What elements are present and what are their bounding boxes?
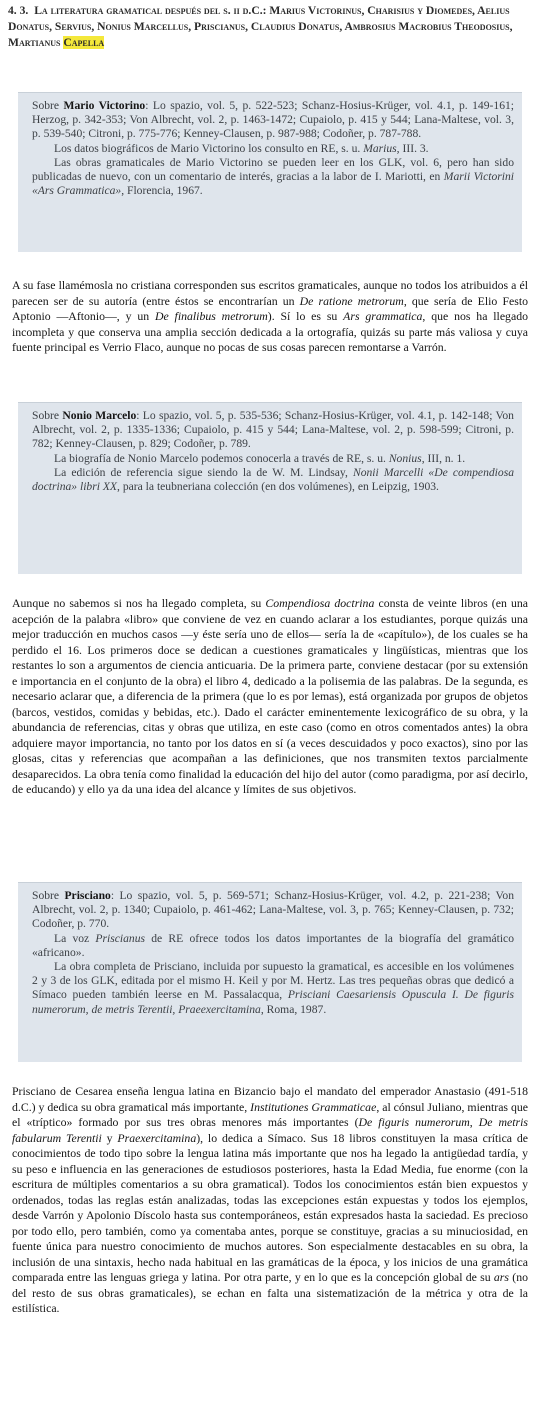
box-paragraph: La biografía de Nonio Marcelo podemos conocerla a través de RE, s. u. Nonius, III, n. 1. (54, 451, 466, 465)
author-name: Mario Victorino (63, 99, 146, 112)
section-number: 4. 3. (8, 4, 29, 17)
box-paragraph: La obra completa de Prisciano, incluida por supuesto la gramatical, es accesible en los volúmenes 2 y 3 de los GLK, editada por el mismo H. Keil y por M. Hertz. Las tres pequeñas obras que dedicó a Símaco pueden también leerse en M. Passalacqua, Prisciani Caesariensis Opuscula I. De figuris numerorum, de metris Terentii, Praeexercitamina, Roma, 1987. (32, 960, 514, 1016)
box-paragraph: Sobre Prisciano: Lo spazio, vol. 5, p. 569-571; Schanz-Hosius-Krüger, vol. 4.2, p. 221-238; Von Albrecht, vol. 2, p. 1340; Cupaiolo, p. 461-462; Lana-Maltese, vol. 3, p. 765; Kenney-Clausen, p. 732; Codoñer, p. 770. (32, 889, 514, 931)
bibliography-box-victorino (18, 92, 522, 252)
box-paragraph: Las obras gramaticales de Mario Victorino se pueden leer en los GLK, vol. 6, pero han sido publicadas de nuevo, con un comentario de interés, gracias a la labor de I. Mariotti, en Marii Victorini «Ars Grammatica», Florencia, 1967. (32, 155, 514, 198)
box-paragraph: Los datos biográficos de Mario Victorino los consulto en RE, s. u. Marius, III. 3. (54, 141, 429, 155)
box-paragraph: Sobre Nonio Marcelo: Lo spazio, vol. 5, p. 535-536; Schanz-Hosius-Krüger, vol. 4.1, p. 142-148; Von Albrecht, vol. 2, p. 1335-1336; Cupaiolo, p. 415 y 544; Lana-Maltese, vol. 2, p. 598-599; Citroni, p. 782; Kenney-Clausen, p. 829; Codoñer, p. 789. (32, 409, 514, 451)
section-title: La literatura gramatical después del s. ii d.C.: Marius Victorinus, Charisius y Diomedes, Aelius Donatus, Servius, Nonius Marcellus, Priscianus, Claudius Donatus, Ambrosius Macrobius Theodosius, Martianus (8, 4, 513, 49)
author-name: Prisciano (64, 889, 111, 902)
box-paragraph: La voz Priscianus de RE ofrece todos los datos importantes de la biografía del gramático «africano». (32, 931, 514, 959)
box-paragraph: Sobre Mario Victorino: Lo spazio, vol. 5, p. 522-523; Schanz-Hosius-Krüger, vol. 4.1, p. 149-161; Herzog, p. 342-353; Von Albrecht, vol. 2, p. 1463-1472; Cupaiolo, p. 415 y 544; Lana-Maltese, vol. 3, p. 539-540; Citroni, p. 775-776; Kenney-Clausen, p. 987-988; Codoñer, p. 787-788. (32, 99, 515, 141)
bibliography-box-prisciano (18, 882, 522, 1062)
body-paragraph-3: Prisciano de Cesarea enseña lengua latina en Bizancio bajo el mandato del emperador Anastasio (491-518 d.C.) y dedica su obra gramatical más importante, Institutiones Grammaticae, al cónsul Juliano, mientras que el «tríptico» formado por sus tres obras menores más importantes (De figuris numerorum, De metris fabularum Terentii y Praexercitamina), lo dedica a Símaco. Sus 18 libros constituyen la masa crítica de conocimientos de todo tipo sobre la lengua latina más importante que nos ha legado la antigüedad tardía, y su peso e influencia en las generaciones de estudiosos posteriores, hasta la Edad Media, fue enorme (con la escritura de múltiples comentarios a su obra gramatical). Todos los conocimientos están bien expuestos y ordenados, todas las reglas están analizadas, todas las excepciones están expuestas y todos los ejemplos, desde Varrón y Apolonio Díscolo hasta sus contemporáneos, están expresados hasta la saciedad. Es precioso por todo ello, pero también, como ya comentaba antes, porque se constituye, gracias a su minuciosidad, en fuente única para nuestro conocimiento de muchos autores. Son especialmente destacables en su obra, la inclusión de una sintaxis, hecho nada habitual en las gramáticas de la época, y los inicios de una gramática comparada entre las lenguas griega y latina. Por otra parte, y en lo que es la concepción global de su ars (no del resto de sus obras gramaticales), se echan en falta una sistematización de la métrica y otra de la estilística. (12, 1084, 529, 1315)
body-paragraph-1: A su fase llamémosla no cristiana corresponden sus escritos gramaticales, aunque no todos los atribuidos a él parecen ser de su autoría (entre éstos se encontrarían un De ratione metrorum, que sería de Elio Festo Aptonio —Aftonio—, y un De finalibus metrorum). Sí lo es su Ars grammatica, que nos ha llegado incompleta y que conserva una amplia sección dedicada a la ortografía, quizás su parte más valiosa y cuya fuente principal es Verrio Flaco, aunque no pocas de sus cosas parecen remontarse a Varrón. (12, 278, 529, 354)
section-heading (8, 3, 526, 51)
bibliography-box-nonio (18, 402, 522, 574)
body-paragraph-2: Aunque no sabemos si nos ha llegado completa, su Compendiosa doctrina consta de veinte libros (en una acepción de la palabra «libro» que conviene de vez en cuando aclarar a los estudiantes, porque quizás una mejor traducción en muchos casos —y éste sería uno de ellos— sería la de «capítulo»), de los cuales se ha perdido el 16. Los primeros doce se dedican a cuestiones gramaticales y lingüísticas, mientras que los restantes lo son a argumentos de ciencia anticuaria. De la primera parte, conviene destacar (por su extensión e importancia en el conjunto de la obra) el libro 4, dedicado a la polisemia de las palabras. De la segunda, es necesario aclarar que, a diferencia de la primera (que lo es por lemas), está organizada por grupos de objetos (barcos, vestidos, comidas y bebidas, etc.). Dado el carácter eminentemente lexicográfico de su obra, y la abundancia de referencias, citas y obras que utiliza, en este caso (como en otros comentados antes) la obra adquiere mayor importancia, no tanto por los datos en sí (a veces descuidados y poco exactos), sino por las glosas, citas y referencias que acompañan a las definiciones, que nos transmiten textos parcialmente desaparecidos. La obra tenía como finalidad la educación del hijo del autor (como paradigma, por así decirlo, de educando) y ello ya da una idea del alcance y límites de sus objetivos. (12, 596, 528, 796)
highlighted-word: Capella (63, 36, 105, 49)
author-name: Nonio Marcelo (62, 409, 137, 422)
box-paragraph: La edición de referencia sigue siendo la de W. M. Lindsay, Nonii Marcelli «De compendiosa doctrina» libri XX, para la teubneriana colección (en dos volúmenes), en Leipzig, 1903. (32, 465, 514, 494)
